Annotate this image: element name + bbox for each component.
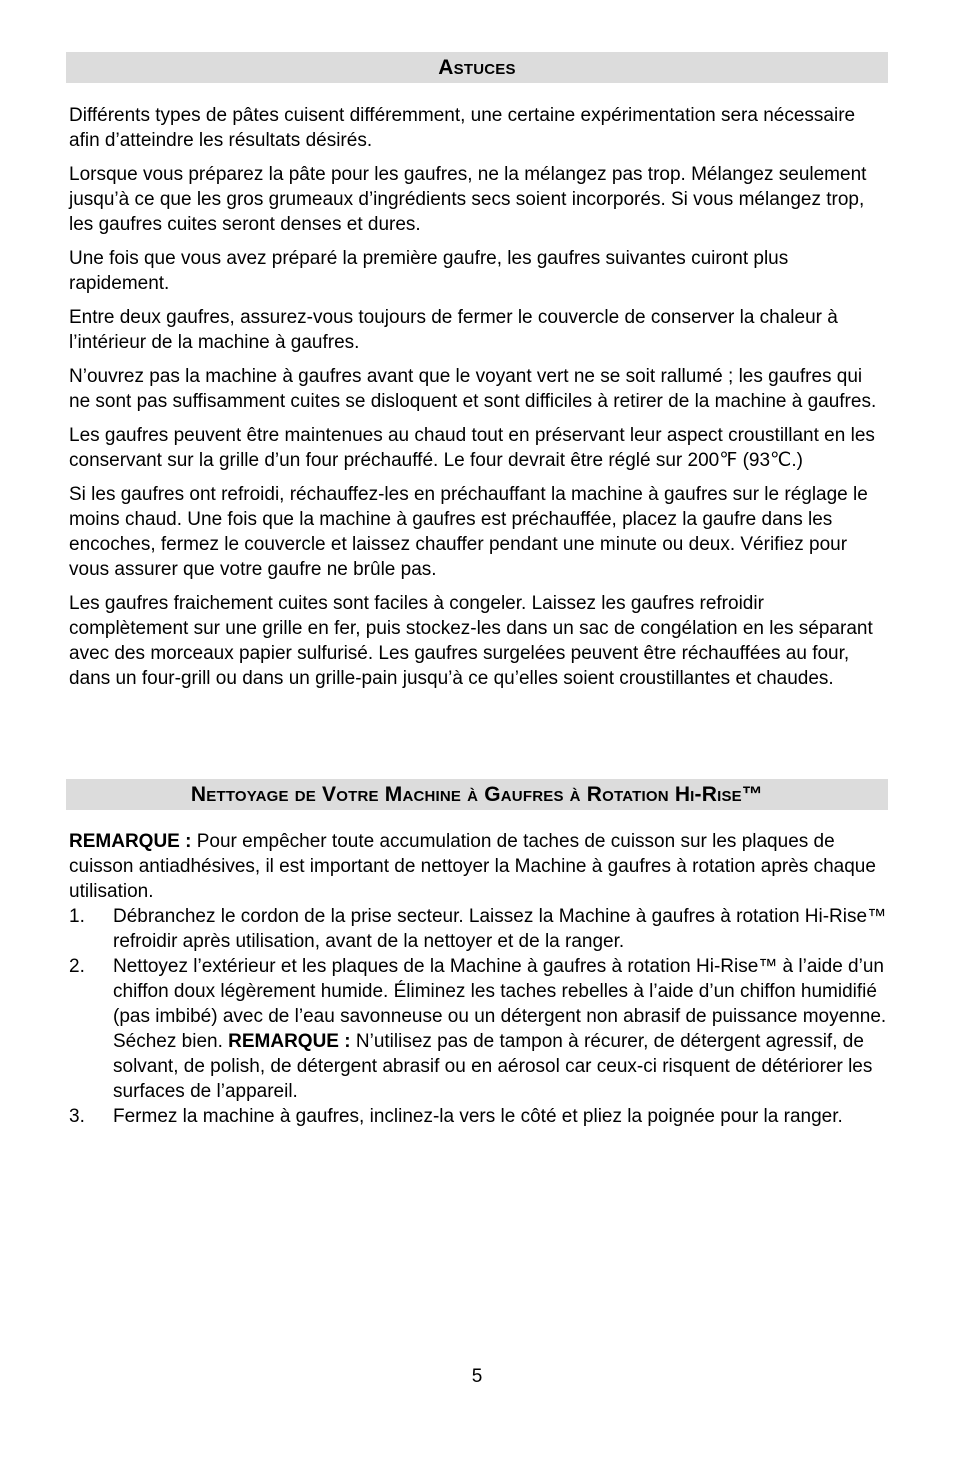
step-note-label: REMARQUE :	[228, 1031, 351, 1052]
cleaning-section	[69, 829, 887, 1129]
tip-paragraph: Les gaufres fraichement cuites sont faciles à congeler. Laissez les gaufres refroidir complètement sur une grille en fer, puis stockez-les dans un sac de congélation en les séparant avec des morceaux papier sulfurisé. Les gaufres surgelées peuvent être réchauffées au four, dans un four-grill ou dans un grille-pain jusqu’à ce qu’elles soient croustillantes et chaudes.	[69, 593, 873, 689]
tip-paragraph: Si les gaufres ont refroidi, réchauffez-les en préchauffant la machine à gaufres sur le réglage le moins chaud. Une fois que la machine à gaufres est préchauffée, placez la gaufre dans les encoches, fermez le couvercle et laissez chauffer pendant une minute ou deux. Vérifiez pour vous assurer que votre gaufre ne brûle pas.	[69, 484, 868, 580]
cleaning-note	[69, 829, 887, 904]
step-note-text: N’utilisez pas de tampon à récurer, de détergent agressif, de solvant, de polish, de détergent abrasif ou en aérosol car ceux-ci risquent de détériorer les surfaces de l’appareil.	[113, 1031, 873, 1102]
step-number: 1.	[69, 906, 85, 927]
tips-section	[69, 103, 887, 700]
step-text: Fermez la machine à gaufres, inclinez-la vers le côté et pliez la poignée pour la ranger.	[113, 1106, 843, 1127]
cleaning-step	[69, 954, 887, 1104]
tip-paragraph: Différents types de pâtes cuisent différemment, une certaine expérimentation sera nécessaire afin d’atteindre les résultats désirés.	[69, 105, 856, 151]
section-title-nettoyage: Nettoyage de Votre Machine à Gaufres à Rotation Hi-Rise™	[66, 779, 888, 810]
tip-paragraph: N’ouvrez pas la machine à gaufres avant que le voyant vert ne se soit rallumé ; les gaufres qui ne sont pas suffisamment cuites se disloquent et sont difficiles à retirer de la machine à gaufres.	[69, 366, 877, 412]
note-text: Pour empêcher toute accumulation de taches de cuisson sur les plaques de cuisson antiadhésives, il est important de nettoyer la Machine à gaufres à rotation après chaque utilisation.	[69, 831, 876, 902]
tip-paragraph: Lorsque vous préparez la pâte pour les gaufres, ne la mélangez pas trop. Mélangez seulement jusqu’à ce que les gros grumeaux d’ingrédients secs soient incorporés. Si vous mélangez trop, les gaufres cuites seront denses et dures.	[69, 164, 867, 235]
section-title-astuces: Astuces	[66, 52, 888, 83]
note-label: REMARQUE :	[69, 831, 192, 852]
tip-paragraph: Entre deux gaufres, assurez-vous toujours de fermer le couvercle de conserver la chaleur à l’intérieur de la machine à gaufres.	[69, 307, 838, 353]
step-text: Nettoyez l’extérieur et les plaques de la Machine à gaufres à rotation Hi-Rise™ à l’aide d’un chiffon doux légèrement humide. Éliminez les taches rebelles à l’aide d’un chiffon humidifié (pas imbibé) avec de l’eau savonneuse ou un détergent non abrasif de puissance moyenne. Séchez bien.	[113, 956, 887, 1052]
cleaning-step	[69, 1104, 887, 1129]
step-number: 3.	[69, 1106, 85, 1127]
step-number: 2.	[69, 956, 85, 977]
page-number: 5	[471, 1366, 483, 1387]
step-text: Débranchez le cordon de la prise secteur. Laissez la Machine à gaufres à rotation Hi-Rise™ refroidir après utilisation, avant de la nettoyer et de la ranger.	[113, 906, 887, 952]
cleaning-steps-list	[69, 904, 887, 1129]
tip-paragraph: Les gaufres peuvent être maintenues au chaud tout en préservant leur aspect croustillant en les conservant sur la grille d’un four préchauffé. Le four devrait être réglé sur 200℉ (93℃.)	[69, 425, 875, 471]
cleaning-step	[69, 904, 887, 954]
tip-paragraph: Une fois que vous avez préparé la première gaufre, les gaufres suivantes cuiront plus rapidement.	[69, 248, 789, 294]
